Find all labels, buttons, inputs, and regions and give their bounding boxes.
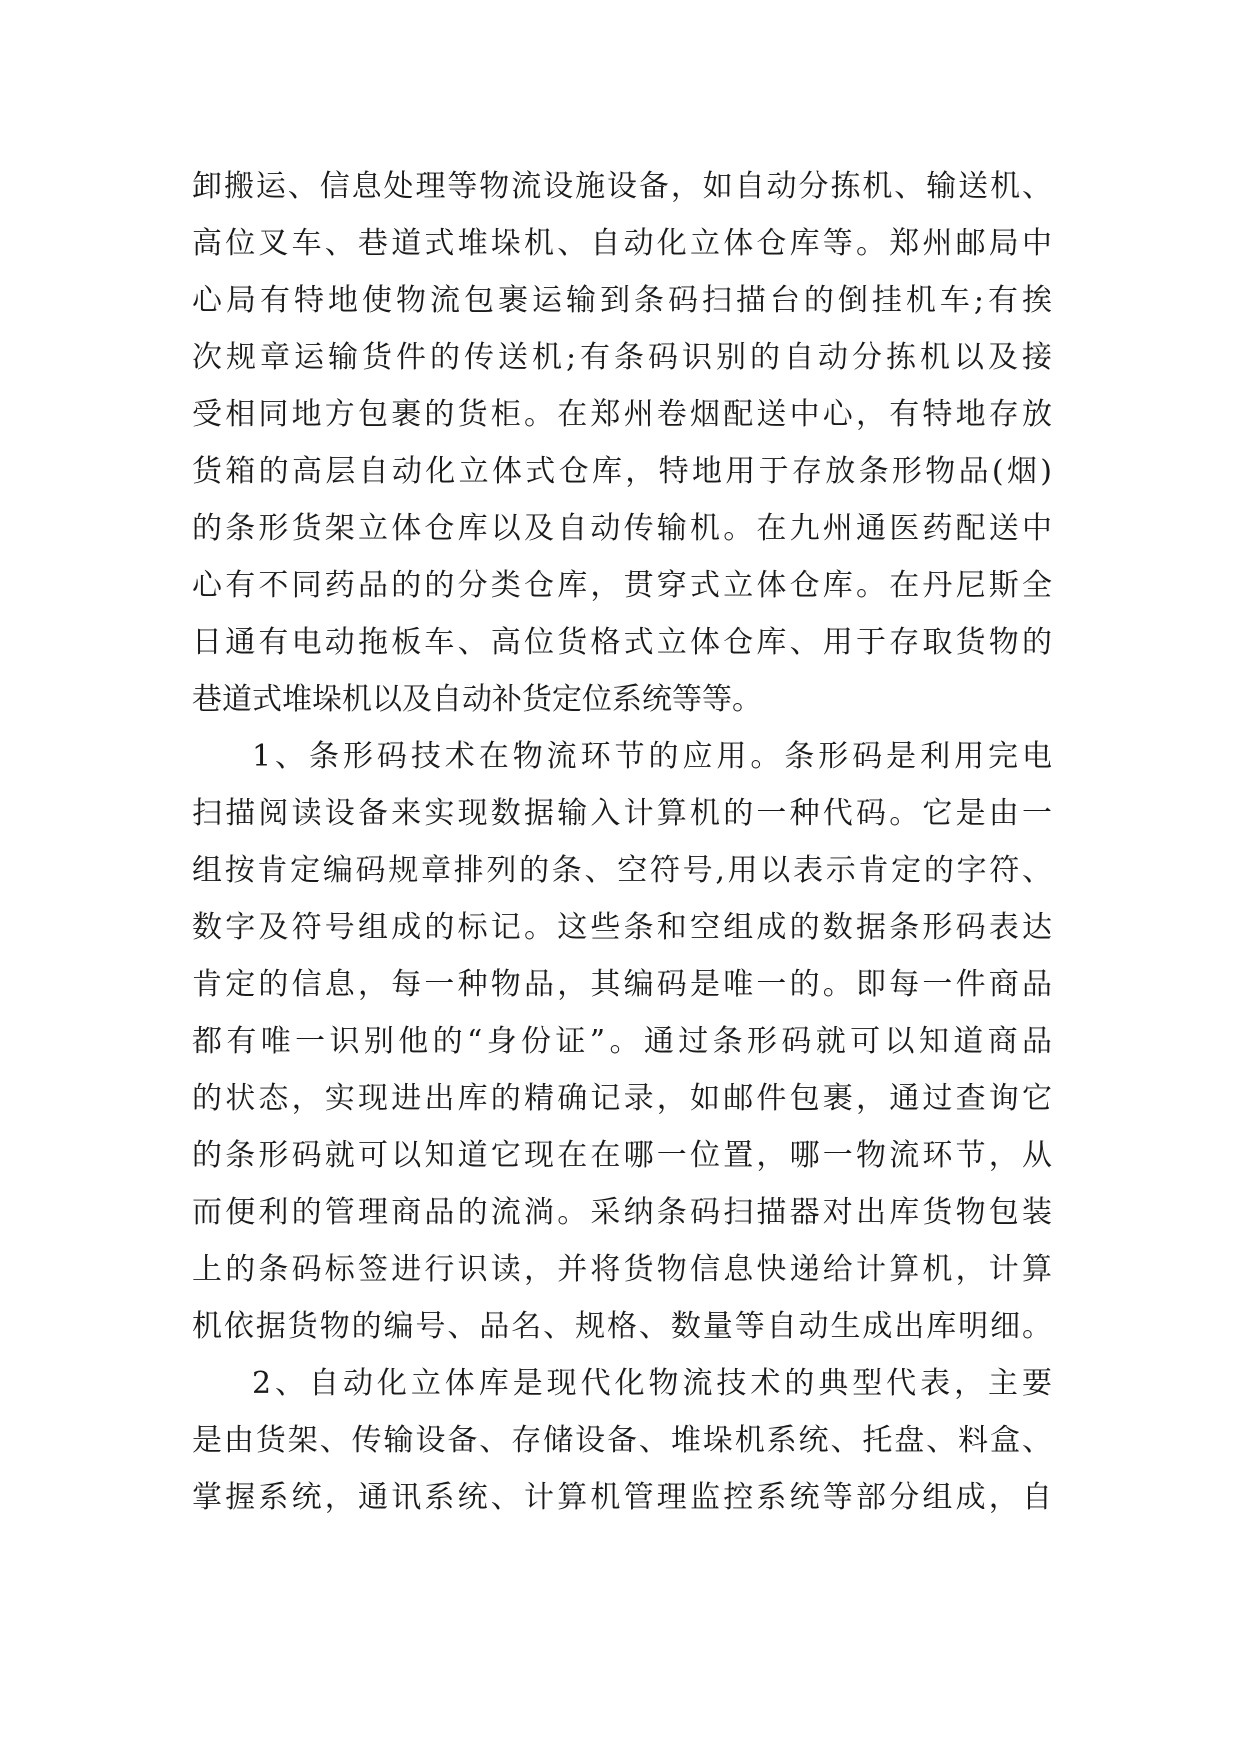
text-line: 肯定的信息，每一种物品，其编码是唯一的。即每一件商品: [192, 967, 1052, 1002]
text-line: 数字及符号组成的标记。这些条和空组成的数据条形码表达: [192, 910, 1052, 945]
text-line: 而便利的管理商品的流淌。采纳条码扫描器对出库货物包装: [192, 1195, 1052, 1230]
text-line: 货箱的高层自动化立体式仓库，特地用于存放条形物品(烟): [192, 454, 1052, 489]
text-line: 心有不同药品的的分类仓库，贯穿式立体仓库。在丹尼斯全: [192, 568, 1052, 603]
text-line: 机依据货物的编号、品名、规格、数量等自动生成出库明细。: [192, 1309, 1052, 1344]
text-line: 的条形货架立体仓库以及自动传输机。在九州通医药配送中: [192, 511, 1052, 546]
text-line: 的状态，实现进出库的精确记录，如邮件包裹，通过查询它: [192, 1081, 1052, 1116]
text-line: 上的条码标签进行识读，并将货物信息快递给计算机，计算: [192, 1252, 1052, 1287]
body-text: [192, 158, 1052, 1526]
text-line: 心局有特地使物流包裹运输到条码扫描台的倒挂机车;有挨: [192, 283, 1052, 318]
text-line: 巷道式堆垛机以及自动补货定位系统等等。: [192, 682, 762, 717]
text-line: 的条形码就可以知道它现在在哪一位置，哪一物流环节，从: [192, 1138, 1052, 1173]
text-line: 扫描阅读设备来实现数据输入计算机的一种代码。它是由一: [192, 796, 1052, 831]
text-line: 掌握系统，通讯系统、计算机管理监控系统等部分组成，自: [192, 1480, 1052, 1515]
text-line: 高位叉车、巷道式堆垛机、自动化立体仓库等。郑州邮局中: [192, 226, 1052, 261]
text-line: 日通有电动拖板车、高位货格式立体仓库、用于存取货物的: [192, 625, 1052, 660]
text-line: 次规章运输货件的传送机;有条码识别的自动分拣机以及接: [192, 340, 1052, 375]
text-line: 组按肯定编码规章排列的条、空符号,用以表示肯定的字符、: [192, 853, 1052, 888]
text-line: 1、条形码技术在物流环节的应用。条形码是利用完电: [252, 739, 1052, 774]
text-line: 受相同地方包裹的货柜。在郑州卷烟配送中心，有特地存放: [192, 397, 1052, 432]
text-line: 都有唯一识别他的“身份证”。通过条形码就可以知道商品: [192, 1024, 1052, 1059]
text-line: 2、自动化立体库是现代化物流技术的典型代表，主要: [252, 1366, 1052, 1401]
text-line: 是由货架、传输设备、存储设备、堆垛机系统、托盘、料盒、: [192, 1423, 1052, 1458]
text-line: 卸搬运、信息处理等物流设施设备，如自动分拣机、输送机、: [192, 169, 1052, 204]
